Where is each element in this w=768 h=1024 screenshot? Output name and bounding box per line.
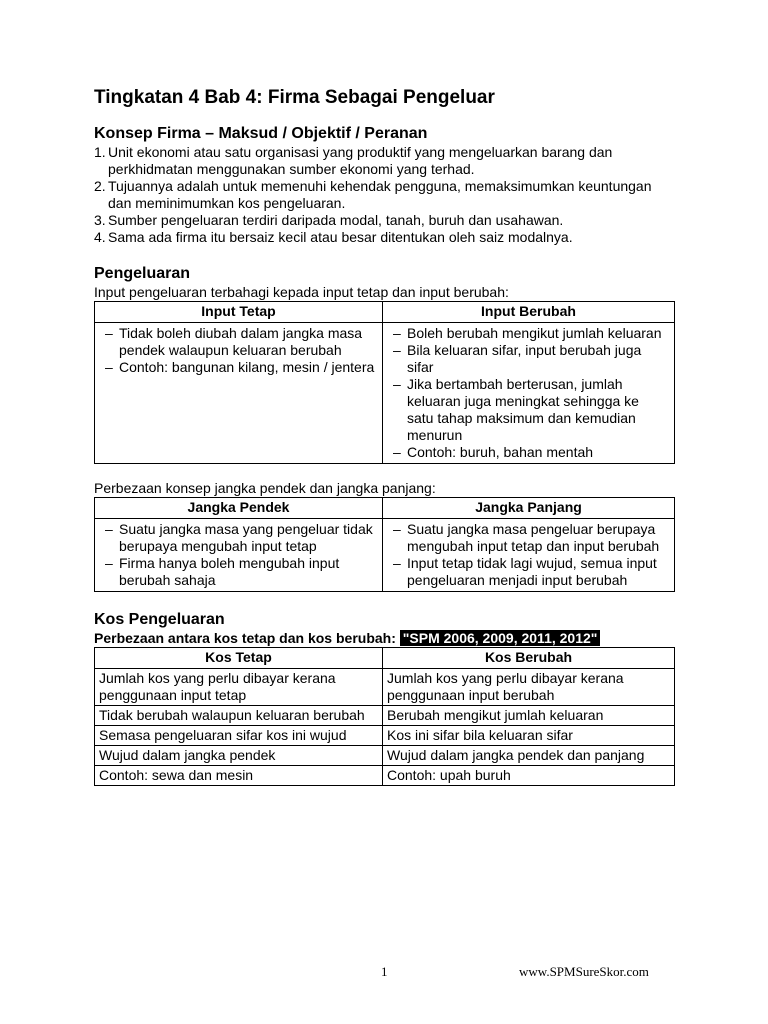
kos-tetap-header: Kos Tetap	[95, 648, 383, 669]
table-cell: Kos ini sifar bila keluaran sifar	[383, 726, 675, 746]
table-row	[95, 706, 675, 726]
list-item: – Tidak boleh diubah dalam jangka masa pendek walaupun keluaran berubah	[105, 325, 363, 358]
kos-subheading-row	[94, 630, 674, 647]
table-cell: Jumlah kos yang perlu dibayar kerana penggunaan input berubah	[383, 669, 675, 706]
table-cell: Berubah mengikut jumlah keluaran	[383, 706, 675, 726]
kos-heading: Kos Pengeluaran	[94, 611, 225, 628]
table-row	[95, 746, 675, 766]
list-item: – Suatu jangka masa yang pengeluar tidak berupaya mengubah input tetap	[105, 521, 373, 554]
table-cell: Contoh: upah buruh	[383, 766, 675, 786]
jangka-panjang-header: Jangka Panjang	[383, 498, 675, 519]
kos-subheading: Perbezaan antara kos tetap dan kos berubah:	[94, 630, 396, 646]
input-tetap-header: Input Tetap	[95, 302, 383, 323]
jangka-table	[94, 497, 675, 592]
list-item: – Suatu jangka masa pengeluar berupaya mengubah input tetap dan input berubah	[393, 521, 660, 554]
list-item: 2. Tujuannya adalah untuk memenuhi kehendak pengguna, memaksimumkan keuntungan dan meminimumkan kos pengeluaran.	[94, 178, 652, 211]
list-item: – Bila keluaran sifar, input berubah juga sifar	[393, 342, 642, 375]
kos-table	[94, 647, 675, 786]
input-table	[94, 301, 675, 464]
pengeluaran-section	[94, 264, 674, 592]
table-cell: Wujud dalam jangka pendek	[95, 746, 383, 766]
document-page	[94, 86, 674, 786]
table-cell: Semasa pengeluaran sifar kos ini wujud	[95, 726, 383, 746]
jangka-intro: Perbezaan konsep jangka pendek dan jangka panjang:	[94, 480, 436, 496]
input-berubah-cell	[383, 323, 675, 464]
pengeluaran-heading: Pengeluaran	[94, 265, 191, 282]
input-tetap-cell	[95, 323, 383, 464]
list-item: 1. Unit ekonomi atau satu organisasi yang produktif yang mengeluarkan barang dan perkhidmatan menggunakan sumber ekonomi yang terhad.	[94, 144, 613, 177]
list-item: – Contoh: bangunan kilang, mesin / jentera	[105, 359, 375, 375]
page-number: 1	[381, 964, 388, 979]
konsep-points-list	[94, 144, 674, 246]
table-row	[95, 669, 675, 706]
list-item: 3. Sumber pengeluaran terdiri daripada modal, tanah, buruh dan usahawan.	[94, 212, 564, 228]
table-row	[95, 766, 675, 786]
spm-years-badge: "SPM 2006, 2009, 2011, 2012"	[400, 630, 601, 646]
list-item: – Contoh: buruh, bahan mentah	[393, 444, 594, 460]
input-berubah-header: Input Berubah	[383, 302, 675, 323]
jangka-pendek-header: Jangka Pendek	[95, 498, 383, 519]
table-row	[95, 726, 675, 746]
jangka-pendek-cell	[95, 519, 383, 592]
footer-url: www.SPMSureSkor.com	[519, 964, 649, 979]
table-cell: Tidak berubah walaupun keluaran berubah	[95, 706, 383, 726]
kos-berubah-header: Kos Berubah	[383, 648, 675, 669]
table-cell: Contoh: sewa dan mesin	[95, 766, 383, 786]
table-cell: Jumlah kos yang perlu dibayar kerana penggunaan input tetap	[95, 669, 383, 706]
list-item: – Input tetap tidak lagi wujud, semua input pengeluaran menjadi input berubah	[393, 555, 657, 588]
table-cell: Wujud dalam jangka pendek dan panjang	[383, 746, 675, 766]
list-item: – Firma hanya boleh mengubah input berubah sahaja	[105, 555, 340, 588]
konsep-heading: Konsep Firma – Maksud / Objektif / Peranan	[94, 125, 428, 142]
list-item: – Jika bertambah berterusan, jumlah keluaran juga meningkat sehingga ke satu tahap maksimum dan kemudian menurun	[393, 376, 639, 443]
jangka-panjang-cell	[383, 519, 675, 592]
list-item: – Boleh berubah mengikut jumlah keluaran	[393, 325, 662, 341]
page-title: Tingkatan 4 Bab 4: Firma Sebagai Pengeluar	[94, 87, 495, 108]
kos-section	[94, 610, 674, 786]
konsep-section	[94, 124, 674, 246]
pengeluaran-intro: Input pengeluaran terbahagi kepada input tetap dan input berubah:	[94, 284, 509, 300]
list-item: 4. Sama ada firma itu bersaiz kecil atau besar ditentukan oleh saiz modalnya.	[94, 229, 573, 245]
